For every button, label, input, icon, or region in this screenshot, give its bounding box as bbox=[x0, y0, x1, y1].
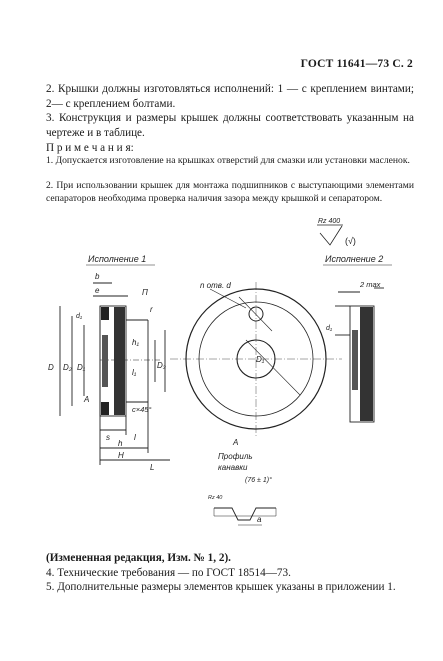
paragraph-2: 2. Крышки должны изготовляться исполнений: 1 — с креплением винтами; 2— с креплением болтами. bbox=[46, 83, 414, 110]
paragraph-4: 4. Технические требования — по ГОСТ 18514—73. bbox=[46, 567, 291, 579]
label-e: e bbox=[95, 286, 100, 295]
page-header: ГОСТ 11641—73 С. 2 bbox=[300, 58, 413, 70]
note-1: 1. Допускается изготовление на крышках отверстий для смазки или установки масленок. bbox=[46, 155, 410, 166]
label-H: H bbox=[118, 451, 124, 460]
label-A: A bbox=[84, 395, 90, 404]
label-D2: D₂ bbox=[63, 363, 72, 372]
groove-label: канавки bbox=[218, 463, 248, 472]
label-h1: h₁ bbox=[132, 338, 139, 347]
label-D: D bbox=[48, 363, 54, 372]
holes-label: n отв. d bbox=[200, 281, 231, 290]
label-s: s bbox=[106, 433, 110, 442]
roughness-label: Rz 400 bbox=[318, 218, 341, 225]
paragraph-3: 3. Конструкция и размеры крышек должны соответствовать указанным на чертеже и в таблице. bbox=[46, 112, 414, 139]
label-a: a bbox=[257, 515, 262, 524]
edition-note: (Измененная редакция, Изм. № 1, 2). bbox=[46, 552, 231, 564]
label-l1: l₁ bbox=[132, 368, 137, 377]
label-P: П bbox=[142, 288, 148, 297]
label-h: h bbox=[118, 439, 123, 448]
notes-title: П р и м е ч а н и я: bbox=[46, 142, 134, 154]
label-l: l bbox=[134, 433, 136, 442]
profile-label: Профиль bbox=[218, 452, 253, 461]
variant-2-title: Исполнение 2 bbox=[325, 254, 384, 264]
note-2: 2. При использовании крышек для монтажа подшипников с выступающими элементами сепараторов необходима проверка наличия зазора между крышкой и сепаратором. bbox=[46, 180, 414, 204]
label-D3: D₃ bbox=[157, 361, 166, 370]
angle-label: (76 ± 1)° bbox=[245, 477, 272, 484]
rz-small-label: Rz 40 bbox=[208, 495, 223, 501]
label-d1: d₁ bbox=[76, 313, 83, 320]
paragraph-5: 5. Дополнительные размеры элементов крышек указаны в приложении 1. bbox=[46, 581, 396, 593]
section-A-label: A bbox=[233, 438, 239, 447]
roughness-paren: (√) bbox=[345, 236, 356, 246]
label-b: b bbox=[95, 272, 100, 281]
variant-1-title: Исполнение 1 bbox=[88, 254, 147, 264]
front-D1-label: D₁ bbox=[256, 355, 265, 364]
label-r: r bbox=[150, 305, 153, 314]
label-2max: 2 max bbox=[360, 280, 381, 289]
label-L: L bbox=[150, 463, 155, 472]
label-D1: D₁ bbox=[77, 363, 86, 372]
chamfer-label: c×45° bbox=[132, 405, 152, 414]
v2-d1-label: d₁ bbox=[326, 325, 333, 332]
